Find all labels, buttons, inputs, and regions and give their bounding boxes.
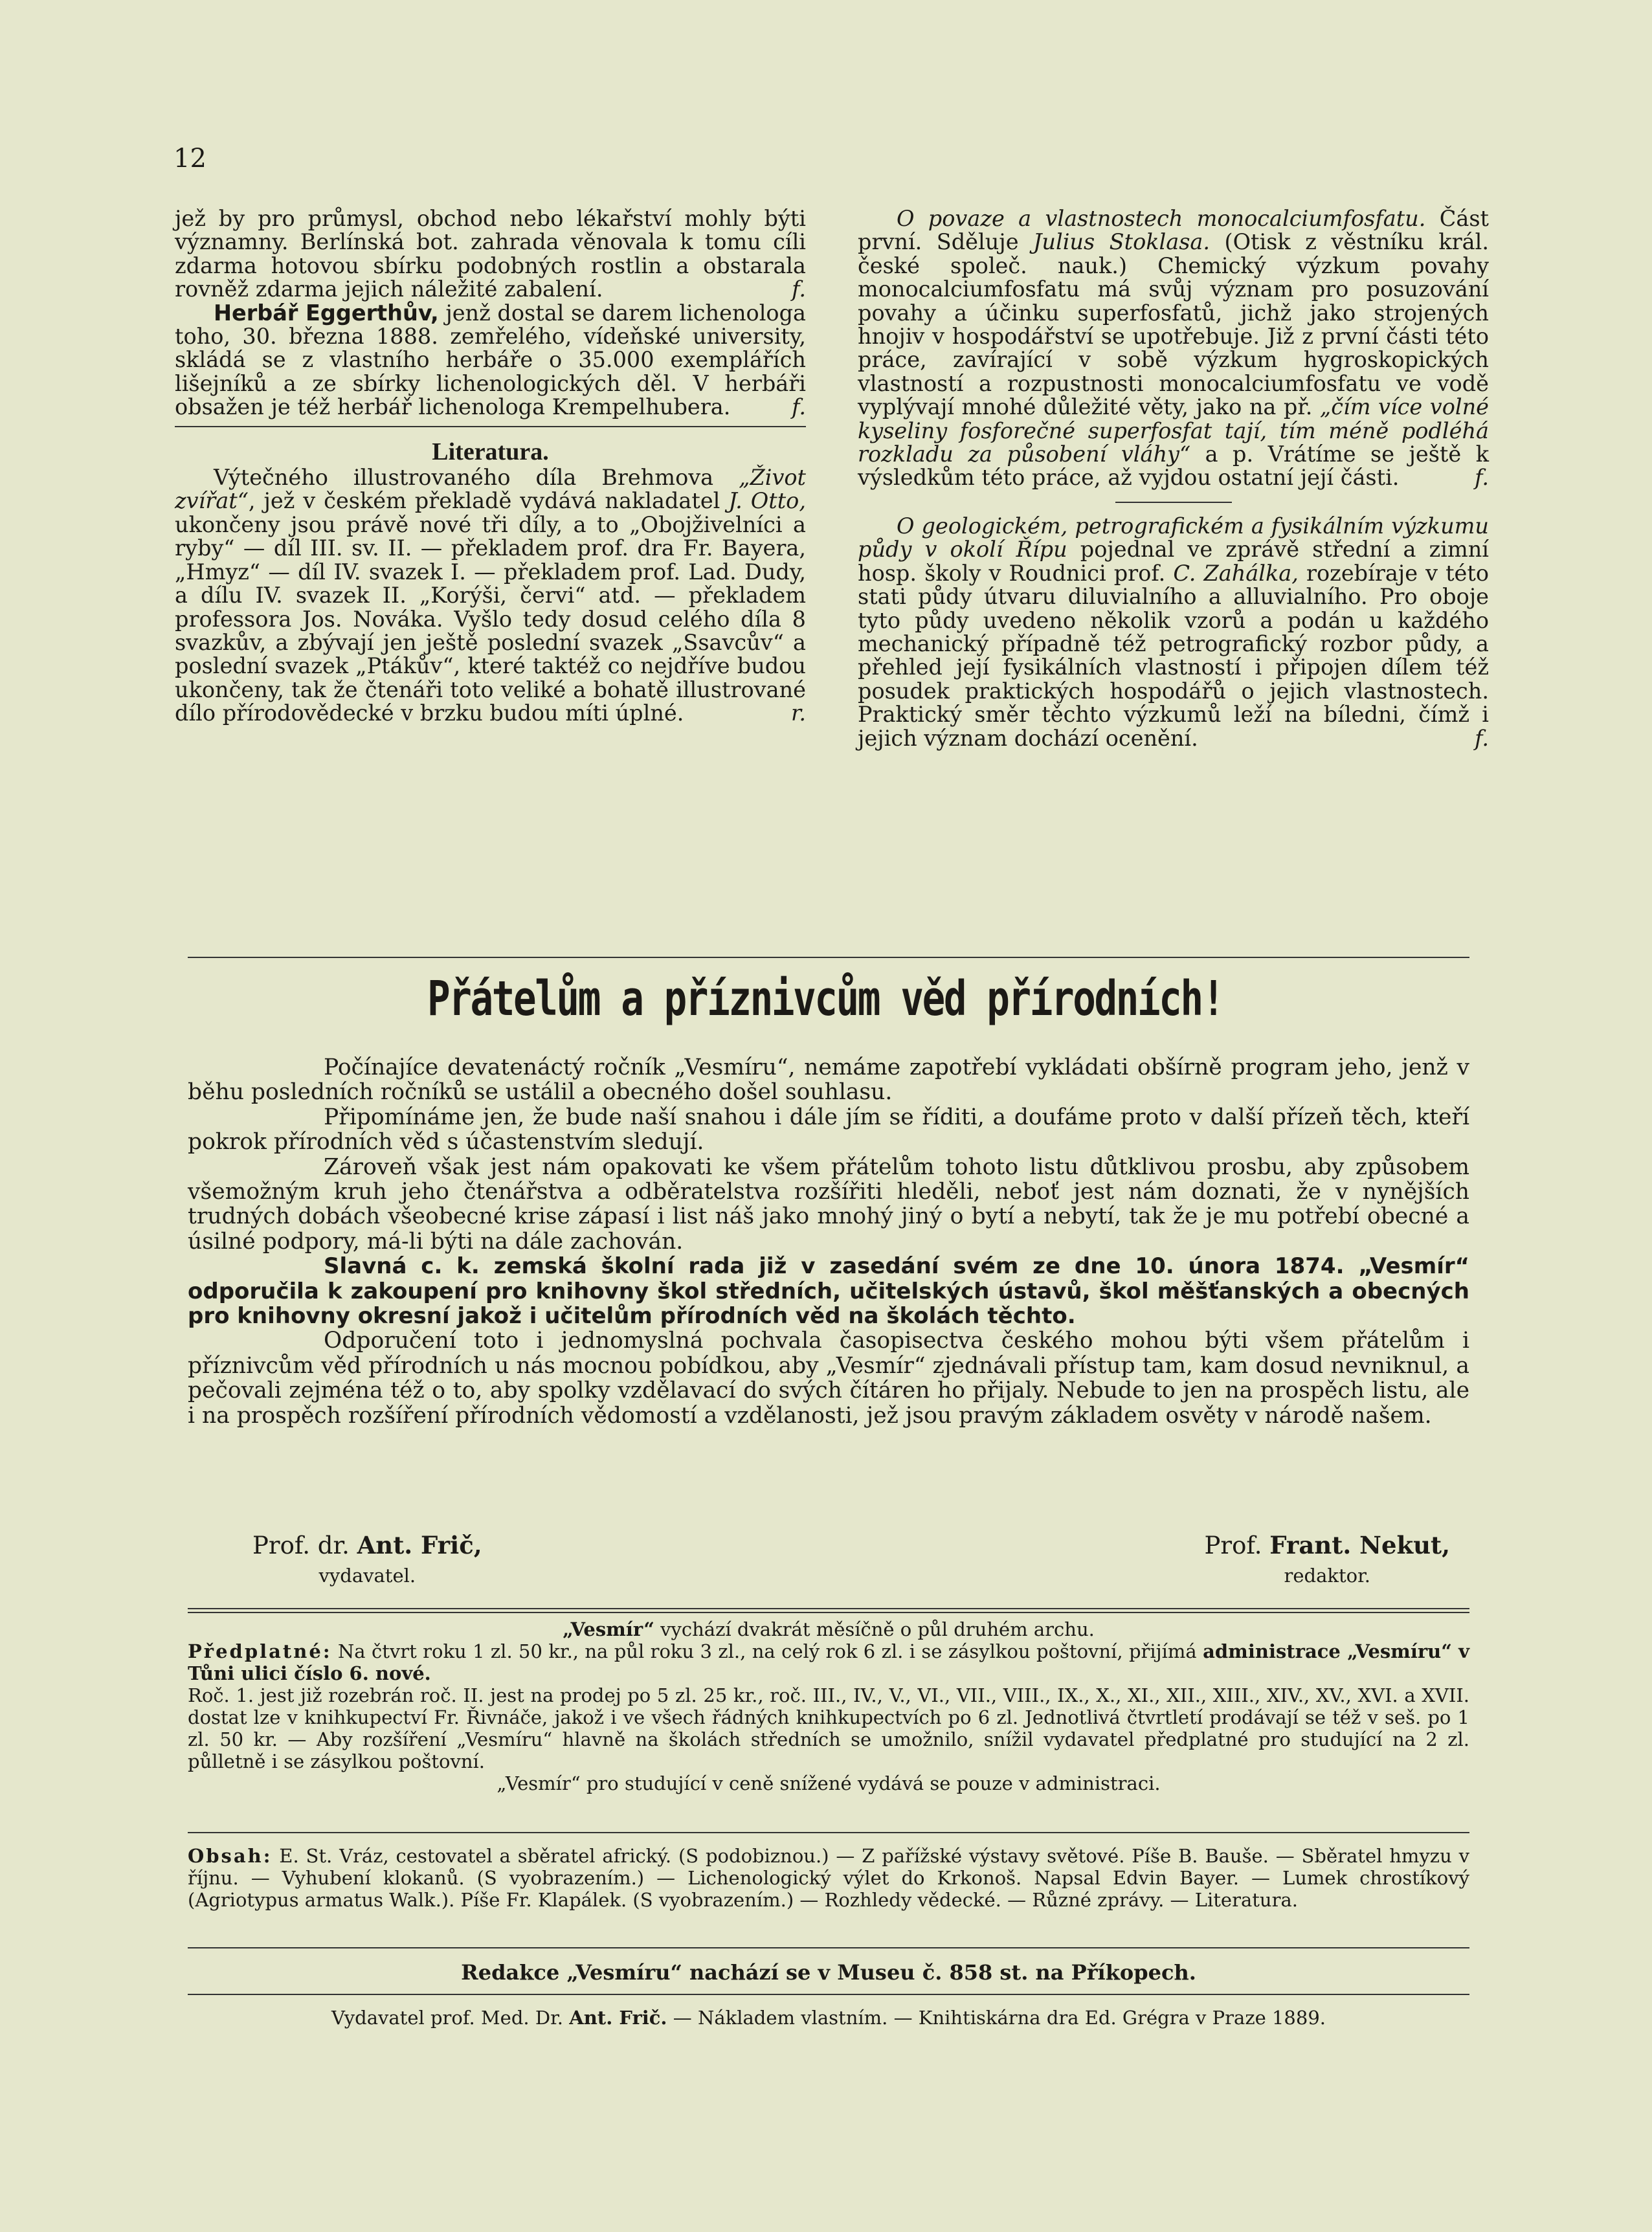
literature-heading: Literatura. <box>432 438 549 465</box>
school-board-recommendation: Slavná c. k. zemská školní rada již v zasedání svém ze dne 10. února 1874. „Vesmír“ odporučila k zakoupení pro knihovny škol středních, učitelských ústavů, škol měšťanských a obecných pro knihovny okresní jakož i učitelům přírodních věd na školách těchto. <box>188 1253 1469 1330</box>
appeal-paragraph: Počínajíce devatenáctý ročník „Vesmíru“, nemáme zapotřebí vykládati obšírně program jeho, jenž v běhu posledních ročníků se ustálil a obecného došel souhlasu. <box>188 1055 1469 1106</box>
page-number: 12 <box>173 144 206 173</box>
signature-initial: r. <box>791 700 806 726</box>
right-paragraph-1: O povaze a vlastnostech monocalciumfosfatu. Část první. Sděluje Julius Stoklasa. (Otisk z věstníku král. české společ. nauk.) Chemický výzkum povahy monocalciumfosfatu má svůj význam pro posuzování povahy a účinku superfosfatů, jichž jako strojených hnojiv v hospodářství se upotřebuje. Již z první části této práce, zavírající v sobě výzkum hygroskopických vlastností a rozpustnosti monocalciumfosfatu ve vodě vyplývají mnohé důležité věty, jako na př. „čím více volné kyseliny fosforečné superfosfat tají, tím méně podléhá rozkladu za působení vláhy“ a p. Vrátíme se ještě k výsledkům této práce, až vyjdou ostatní její části. f. <box>858 206 1489 491</box>
appeal-title: Přátelům a příznivcům věd přírodních! <box>427 971 1223 1027</box>
signatures <box>252 1531 1450 1602</box>
appeal-body <box>188 1055 1469 1428</box>
publisher-signature: Prof. dr. Ant. Frič, vydavatel. <box>252 1531 482 1587</box>
publisher-role: vydavatel. <box>318 1565 416 1587</box>
publisher-line: Vydavatel prof. Med. Dr. Ant. Frič. — Nákladem vlastním. — Knihtiskárna dra Ed. Grégra v Praze 1889. <box>331 2007 1326 2029</box>
signature-initial: f. <box>792 394 806 420</box>
contents-label: Obsah: <box>188 1845 273 1867</box>
double-rule <box>188 1608 1469 1609</box>
appeal-paragraph: Připomínáme jen, že bude naší snahou i dále jím se říditi, a doufáme proto v další přízeň těch, kteří pokrok přírodních věd s účastenstvím sledují. <box>188 1104 1469 1155</box>
signature-initial: f. <box>1475 465 1489 491</box>
info-line: „Vesmír“ vychází dvakrát měsíčně o půl druhém archu. <box>563 1618 1095 1640</box>
divider <box>1115 502 1232 503</box>
left-paragraph-1: jež by pro průmysl, obchod nebo lékařství mohly býti významny. Berlínská bot. zahrada věnovala k tomu cíli zdarma hotovou sbírku podobných rostlin a obstarala rovněž zdarma jejich náležité zabalení. f. <box>175 206 806 302</box>
herbarium-heading: Herbář Eggerthův, <box>214 300 439 326</box>
divider <box>188 1947 1469 1948</box>
info-line: Roč. 1. jest již rozebrán roč. II. jest na prodej po 5 zl. 25 kr., roč. III., IV., V., VI., VII., VIII., IX., X., XI., XII., XIII., XIV., XV., XVI. a XVII. dostat lze v knihkupectví Fr. Řivnáče, jakož i ve všech řádných knihkupectvích po 6 zl. Jednotlivá čtvrtletí prodávají se též v seš. po 1 zl. 50 kr. — Aby rozšíření „Vesmíru“ hlavně na školách středních se umožnilo, snížil vydavatel předplatné pro studující na 2 zl. půlletně i se zásylkou poštovní. <box>188 1684 1469 1772</box>
divider <box>175 426 806 427</box>
appeal-paragraph: Odporučení toto i jednomyslná pochvala časopisectva českého mohou býti všem přátelům i příznivcům věd přírodních u nás mocnou pobídkou, aby „Vesmír“ zjednávali přístup tam, kam dosud nevniknul, a pečovali zejména též o to, aby spolky vzdělavací do svých čítáren ho přijaly. Nebude to jen na prospěch listu, ale i na prospěch rozšíření přírodních vědomostí a vzdělanosti, jež jsou pravým základem osvěty v národě našem. <box>188 1328 1469 1429</box>
editor-role: redaktor. <box>1284 1565 1370 1587</box>
appeal-paragraph: Zároveň však jest nám opakovati ke všem přátelům tohoto listu důtklivou prosbu, aby způsobem všemožným kruh jeho čtenářstva a odběratelstva rozšířiti hleděli, neboť jest nám doznati, že v nynějších trudných dobách všeobecné krise zápasí i list náš jako mnohý jiný o bytí a nebytí, tak že je mu potřebí obecné a úsilné podpory, má-li býti na dále zachován. <box>188 1154 1469 1255</box>
editorial-office: Redakce „Vesmíru“ nachází se v Museu č. 858 st. na Příkopech. <box>461 1960 1196 1985</box>
left-paragraph-2: Herbář Eggerthův, jenž dostal se darem lichenologa toho, 30. března 1888. zemřelého, vídeňské university, skládá se z vlastního herbáře o 35.000 exemplářích lišejníků a ze sbírky lichenologických děl. V herbáři obsažen je též herbář lichenologa Krempelhubera. f. <box>175 300 806 420</box>
left-column <box>175 207 806 726</box>
subscription-info <box>188 1618 1469 1794</box>
editor-signature: Prof. Frant. Nekut, redaktor. <box>1204 1531 1450 1587</box>
divider <box>188 957 1469 958</box>
signature-initial: f. <box>1475 725 1489 751</box>
divider <box>188 1832 1469 1833</box>
left-paragraph-3: Výtečného illustrovaného díla Brehmova „Život zvířat“, jež v českém překladě vydává nakladatel J. Otto, ukončeny jsou právě nové tři díly, a to „Obojživelníci a ryby“ — díl III. sv. II. — překladem prof. dra Fr. Bayera, „Hmyz“ — díl IV. svazek I. — překladem prof. Lad. Dudy, a dílu IV. svazek II. „Korýši, červi“ atd. — překladem professora Jos. Nováka. Vyšlo tedy dosud celého díla 8 svazkův, a zbývají jen ještě poslední svazek „Ssavcův“ a poslední svazek „Ptákův“, které taktéž co nejdříve budou ukončeny, tak že čtenáři toto veliké a bohatě illustrované dílo přírodovědecké v brzku budou míti úplné. r. <box>175 465 806 726</box>
signature-initial: f. <box>792 276 806 302</box>
divider <box>188 1994 1469 1995</box>
info-line: „Vesmír“ pro studující v ceně snížené vydává se pouze v administraci. <box>497 1772 1161 1794</box>
double-rule <box>188 1612 1469 1613</box>
right-paragraph-2: O geologickém, petrografickém a fysikálním výzkumu půdy v okolí Řípu pojednal ve zprávě střední a zimní hosp. školy v Roudnici prof. C. Zahálka, rozebíraje v této stati půdy útvaru diluvialního a alluvialního. Pro oboje tyto půdy uvedeno několik vzorů a podán u každého mechanický případně též petrografický rozbor půdy, a přehled její fysikálních vlastností i připojen dílem též posudek praktických hospodářů o jejich vlastnostech. Praktický směr těchto výzkumů leží na bíledni, čímž i jejich význam dochází ocenění. f. <box>858 513 1490 751</box>
right-column <box>858 207 1489 750</box>
info-line: Předplatné: Na čtvrt roku 1 zl. 50 kr., na půl roku 3 zl., na celý rok 6 zl. i se zásylkou poštovní, přijímá administrace „Vesmíru“ v Tůni ulici číslo 6. nové. <box>188 1640 1469 1684</box>
table-of-contents: Obsah: E. St. Vráz, cestovatel a sběratel africký. (S podobiznou.) — Z pařížské výstavy světové. Píše B. Bauše. — Sběratel hmyzu v říjnu. — Vyhubení klokanů. (S vyobrazením.) — Lichenologický výlet do Krkonoš. Napsal Edvin Bayer. — Lumek chrostíkový (Agriotypus armatus Walk.). Píše Fr. Klapálek. (S vyobrazením.) — Rozhledy vědecké. — Různé zprávy. — Literatura. <box>188 1845 1469 1911</box>
